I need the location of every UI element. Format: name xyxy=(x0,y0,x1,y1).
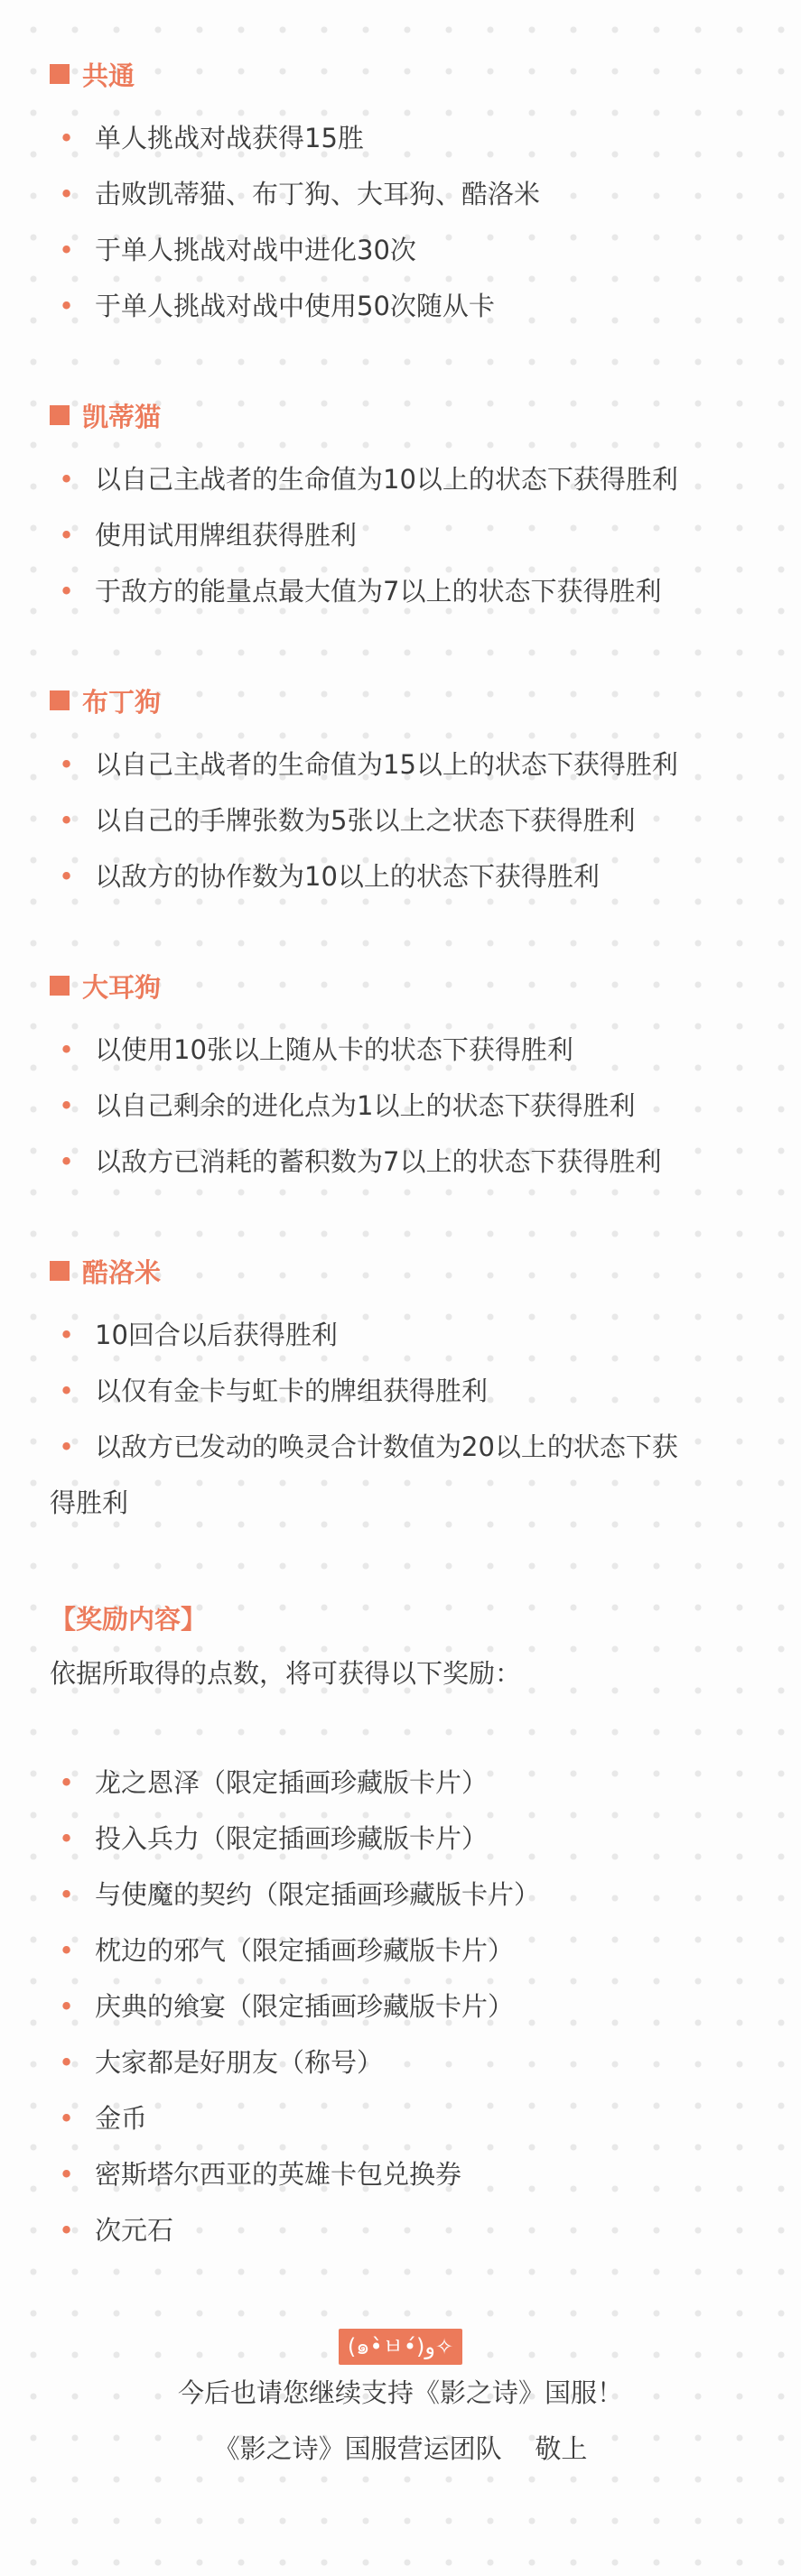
bullet-icon: • xyxy=(59,1146,75,1177)
list-item xyxy=(50,1134,754,1190)
list-item-text: 于敌方的能量点最大值为7以上的状态下获得胜利 xyxy=(95,576,662,607)
section-title xyxy=(50,1251,754,1291)
list-item-text: 以自己主战者的生命值为15以上的状态下获得胜利 xyxy=(95,749,678,780)
section-hello-kitty xyxy=(50,395,754,619)
list-item xyxy=(50,792,754,848)
square-marker-icon xyxy=(50,690,70,710)
bullet-icon: • xyxy=(59,1879,75,1910)
square-marker-icon xyxy=(50,1261,70,1281)
list-item xyxy=(50,110,754,166)
list-item xyxy=(50,1363,754,1419)
bullet-icon: • xyxy=(59,1991,75,2022)
section-title xyxy=(50,681,754,720)
bullet-icon: • xyxy=(59,123,75,153)
bullet-icon: • xyxy=(59,179,75,209)
list-item-text: 以自己主战者的生命值为10以上的状态下获得胜利 xyxy=(95,464,678,495)
reward-item xyxy=(50,2090,754,2146)
list-item xyxy=(50,1419,754,1531)
reward-item xyxy=(50,1978,754,2034)
rewards-title: 【奖励内容】 xyxy=(50,1604,208,1635)
list-item-text: 使用试用牌组获得胜利 xyxy=(95,520,358,551)
reward-item xyxy=(50,2202,754,2258)
bullet-icon: • xyxy=(59,1376,75,1406)
list-item xyxy=(50,848,754,904)
list-item-text: 10回合以后获得胜利 xyxy=(95,1320,338,1350)
square-marker-icon xyxy=(50,405,70,425)
section-common xyxy=(50,54,754,334)
list-item xyxy=(50,563,754,619)
reward-item-text: 龙之恩泽（限定插画珍藏版卡片） xyxy=(95,1767,489,1798)
bullet-icon: • xyxy=(59,235,75,265)
list-item xyxy=(50,1078,754,1134)
list-item xyxy=(50,1307,754,1363)
section-title-text: 凯蒂猫 xyxy=(82,401,162,432)
reward-item-text: 庆典的飨宴（限定插画珍藏版卡片） xyxy=(95,1991,515,2022)
list-item xyxy=(50,166,754,222)
bullet-icon: • xyxy=(59,2159,75,2190)
reward-item-text: 枕边的邪气（限定插画珍藏版卡片） xyxy=(95,1935,515,1966)
square-marker-icon xyxy=(50,64,70,84)
bullet-icon: • xyxy=(59,1935,75,1966)
list-item-text: 以使用10张以上随从卡的状态下获得胜利 xyxy=(95,1034,573,1065)
section-title-text: 共通 xyxy=(82,60,135,91)
list-item-text: 单人挑战对战获得15胜 xyxy=(95,123,364,153)
reward-item xyxy=(50,1811,754,1867)
bullet-icon: • xyxy=(59,749,75,780)
reward-item-text: 次元石 xyxy=(95,2215,174,2246)
reward-item xyxy=(50,2034,754,2090)
bullet-icon: • xyxy=(59,291,75,321)
section-title-text: 布丁狗 xyxy=(82,686,162,718)
section-title xyxy=(50,54,754,94)
bullet-icon: • xyxy=(59,576,75,607)
list-item xyxy=(50,737,754,792)
bullet-icon: • xyxy=(59,2215,75,2246)
list-item-text: 以自己剩余的进化点为1以上的状态下获得胜利 xyxy=(95,1090,636,1121)
bullet-icon: • xyxy=(59,2103,75,2134)
list-item xyxy=(50,222,754,278)
section-title xyxy=(50,966,754,1005)
bullet-icon: • xyxy=(59,1320,75,1350)
bullet-icon: • xyxy=(59,464,75,495)
reward-item-text: 密斯塔尔西亚的英雄卡包兑换券 xyxy=(95,2159,462,2190)
bullet-icon: • xyxy=(59,1823,75,1854)
reward-item xyxy=(50,1867,754,1923)
reward-item-text: 投入兵力（限定插画珍藏版卡片） xyxy=(95,1823,489,1854)
list-item xyxy=(50,278,754,334)
bullet-icon: • xyxy=(59,1432,75,1462)
list-item-text: 以仅有金卡与虹卡的牌组获得胜利 xyxy=(95,1376,489,1406)
reward-item-text: 金币 xyxy=(95,2103,148,2134)
bullet-icon: • xyxy=(59,2047,75,2078)
list-item-text: 以自己的手牌张数为5张以上之状态下获得胜利 xyxy=(95,805,636,836)
square-marker-icon xyxy=(50,976,70,996)
list-item xyxy=(50,1022,754,1078)
bullet-icon: • xyxy=(59,1034,75,1065)
kaomoji-badge: (๑•̀ㅂ•́)و✧ xyxy=(339,2329,462,2365)
reward-item-text: 与使魔的契约（限定插画珍藏版卡片） xyxy=(95,1879,541,1910)
bullet-icon: • xyxy=(59,1767,75,1798)
list-item-text: 击败凯蒂猫、布丁狗、大耳狗、酷洛米 xyxy=(95,179,541,209)
list-item-text: 以敌方的协作数为10以上的状态下获得胜利 xyxy=(95,861,600,892)
list-item-text: 以敌方已消耗的蓄积数为7以上的状态下获得胜利 xyxy=(95,1146,662,1177)
reward-item-text: 大家都是好朋友（称号） xyxy=(95,2047,384,2078)
section-title-text: 酷洛米 xyxy=(82,1256,162,1288)
rewards-intro: 依据所取得的点数，将可获得以下奖励： xyxy=(50,1658,522,1689)
section-title xyxy=(50,395,754,435)
section-kuromi xyxy=(50,1251,754,1531)
list-item xyxy=(50,507,754,563)
list-item xyxy=(50,451,754,507)
reward-item xyxy=(50,1923,754,1978)
footer-signature: 《影之诗》国服营运团队 敬上 xyxy=(213,2433,588,2464)
bullet-icon: • xyxy=(59,520,75,551)
list-item-text: 于单人挑战对战中进化30次 xyxy=(95,235,416,265)
footer-message: 今后也请您继续支持《影之诗》国服！ xyxy=(177,2377,623,2408)
list-item-text-line2: 得胜利 xyxy=(50,1487,129,1518)
section-pompompurin xyxy=(50,681,754,904)
bullet-icon: • xyxy=(59,861,75,892)
list-item-text: 于单人挑战对战中使用50次随从卡 xyxy=(95,291,495,321)
reward-item xyxy=(50,2146,754,2202)
bullet-icon: • xyxy=(59,805,75,836)
list-item-text-line1: 以敌方已发动的唤灵合计数值为20以上的状态下获 xyxy=(95,1432,678,1462)
reward-item xyxy=(50,1755,754,1811)
content xyxy=(50,54,754,2258)
rewards-section xyxy=(50,1592,754,2258)
section-title-text: 大耳狗 xyxy=(82,971,162,1003)
bullet-icon: • xyxy=(59,1090,75,1121)
section-cinnamoroll xyxy=(50,966,754,1190)
footer xyxy=(0,2329,801,2477)
